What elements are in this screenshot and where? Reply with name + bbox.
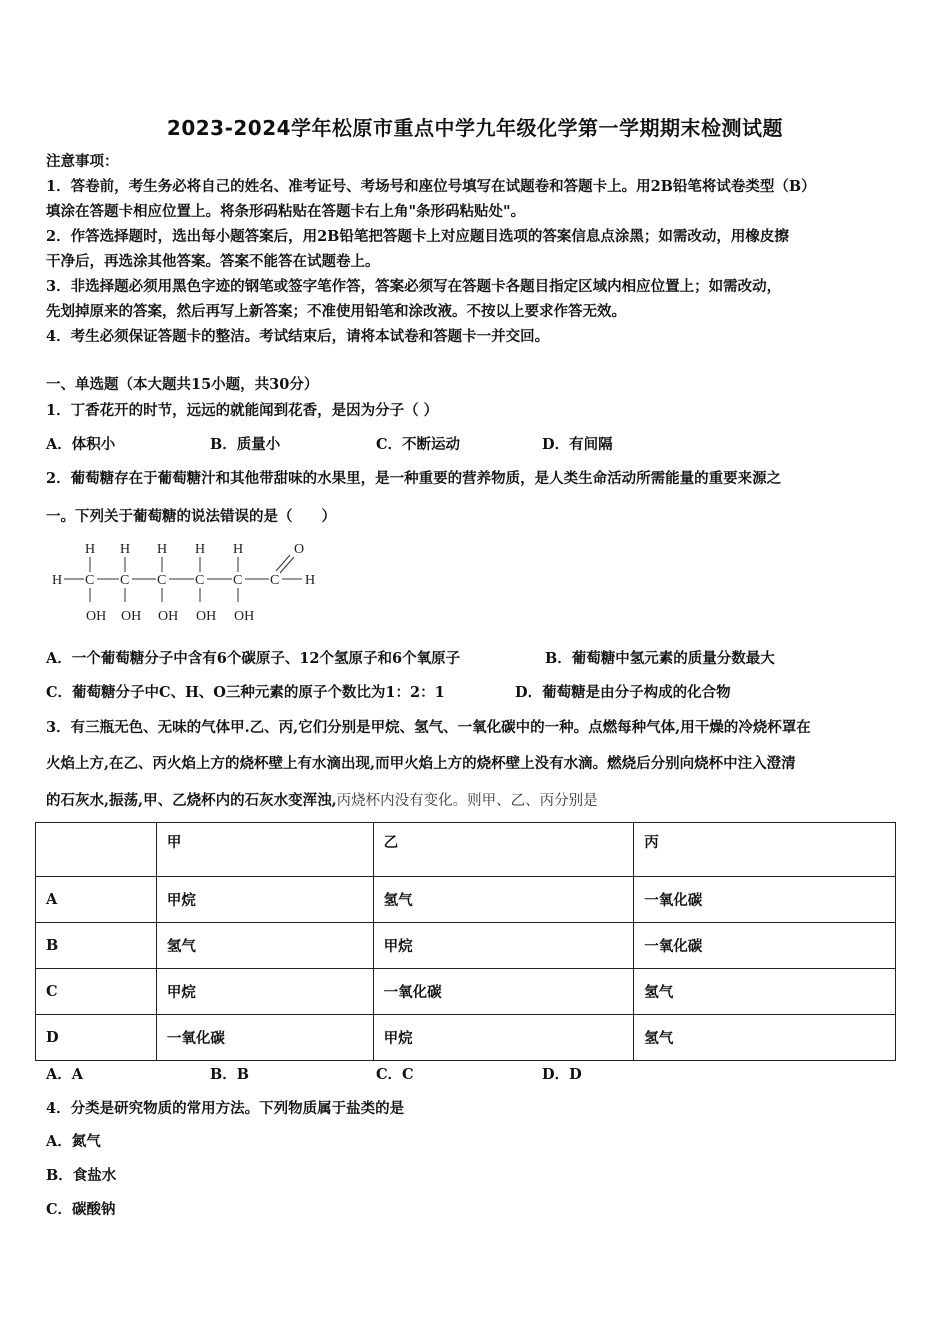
structure-oh: OH — [86, 609, 107, 624]
q2-option-d: D．葡萄糖是由分子构成的化合物 — [515, 684, 731, 701]
table-cell: B — [36, 923, 157, 969]
structure-carbon: C — [85, 573, 95, 588]
table-row — [36, 923, 896, 969]
table-row — [36, 1015, 896, 1061]
table-row — [36, 877, 896, 923]
structure-oh: OH — [196, 609, 217, 624]
notice-heading: 注意事项： — [46, 153, 119, 170]
table-cell: 氢气 — [634, 1015, 896, 1061]
structure-h-left: H — [52, 573, 63, 588]
structure-carbon: C — [270, 573, 280, 588]
structure-carbon: C — [195, 573, 205, 588]
table-cell: 一氧化碳 — [373, 969, 634, 1015]
q2-option-c: C．葡萄糖分子中C、H、O三种元素的原子个数比为1：2：1 — [46, 684, 445, 701]
table-header-row — [36, 823, 896, 877]
structure-carbon: C — [120, 573, 130, 588]
table-row — [36, 969, 896, 1015]
structure-h-top: H — [85, 542, 96, 557]
q4-option-c: C．碳酸钠 — [46, 1201, 116, 1218]
structure-oh: OH — [121, 609, 142, 624]
q1-option-d: D．有间隔 — [542, 436, 613, 453]
table-cell: 氢气 — [634, 969, 896, 1015]
q3-stem-line3-bold: 的石灰水,振荡,甲、乙烧杯内的石灰水变浑浊, — [46, 792, 337, 809]
structure-h-right: H — [305, 573, 316, 588]
table-cell: 甲烷 — [373, 1015, 634, 1061]
notice-line: 1．答卷前，考生务必将自己的姓名、准考证号、考场号和座位号填写在试题卷和答题卡上。用2B铅笔将试卷类型（B） — [46, 178, 816, 195]
table-cell: 一氧化碳 — [634, 877, 896, 923]
q3-option-c: C．C — [376, 1066, 414, 1083]
q1-option-b: B．质量小 — [210, 436, 281, 453]
q1-option-a: A．体积小 — [46, 436, 116, 453]
q1-option-c: C．不断运动 — [376, 436, 461, 453]
q3-stem-line3-normal: 丙烧杯内没有变化。则甲、乙、丙分别是 — [336, 793, 598, 809]
structure-h-top: H — [120, 542, 131, 557]
structure-h-top: H — [195, 542, 206, 557]
table-cell: 氢气 — [373, 877, 634, 923]
notice-line: 2．作答选择题时，选出每小题答案后，用2B铅笔把答题卡上对应题目选项的答案信息点涂黑；如需改动，用橡皮擦 — [46, 228, 789, 245]
q2-stem-line1: 2．葡萄糖存在于葡萄糖汁和其他带甜味的水果里，是一种重要的营养物质，是人类生命活动所需能量的重要来源之 — [46, 470, 782, 487]
table-cell: C — [36, 969, 157, 1015]
q3-option-a: A．A — [46, 1066, 84, 1083]
q2-option-b: B．葡萄糖中氢元素的质量分数最大 — [545, 650, 775, 667]
q2-option-a: A．一个葡萄糖分子中含有6个碳原子、12个氢原子和6个氧原子 — [46, 650, 461, 667]
table-cell: 甲烷 — [156, 877, 373, 923]
table-cell: 一氧化碳 — [156, 1015, 373, 1061]
q3-answer-table — [35, 822, 896, 1061]
table-cell: D — [36, 1015, 157, 1061]
notice-line: 4．考生必须保证答题卡的整洁。考试结束后，请将本试卷和答题卡一并交回。 — [46, 328, 550, 345]
q3-option-d: D．D — [542, 1066, 582, 1083]
structure-carbon: C — [233, 573, 243, 588]
q4-option-b: B．食盐水 — [46, 1167, 117, 1184]
q3-option-b: B．B — [210, 1066, 250, 1083]
table-header-cell: 甲 — [156, 823, 373, 877]
table-header-cell: 乙 — [373, 823, 634, 877]
structure-h-top: H — [157, 542, 168, 557]
table-cell: 甲烷 — [156, 969, 373, 1015]
q3-stem-line3 — [46, 791, 598, 811]
q2-stem-line2: 一。下列关于葡萄糖的说法错误的是（ ） — [46, 508, 336, 525]
q4-stem: 4．分类是研究物质的常用方法。下列物质属于盐类的是 — [46, 1100, 405, 1117]
structure-oh: OH — [158, 609, 179, 624]
table-cell: 一氧化碳 — [634, 923, 896, 969]
notice-line: 填涂在答题卡相应位置上。将条形码粘贴在答题卡右上角"条形码粘贴处"。 — [46, 203, 526, 220]
section-heading: 一、单选题（本大题共15小题，共30分） — [46, 376, 319, 393]
structure-oxygen: O — [294, 542, 305, 557]
table-header-cell: 丙 — [634, 823, 896, 877]
structure-oh: OH — [234, 609, 255, 624]
table-header-cell — [36, 823, 157, 877]
glucose-structure-diagram — [50, 536, 330, 628]
q1-stem: 1．丁香花开的时节，远远的就能闻到花香，是因为分子（ ） — [46, 402, 439, 419]
notice-line: 干净后，再选涂其他答案。答案不能答在试题卷上。 — [46, 253, 380, 270]
page-title: 2023-2024学年松原市重点中学九年级化学第一学期期末检测试题 — [166, 116, 784, 140]
notice-line: 3．非选择题必须用黑色字迹的钢笔或签字笔作答，答案必须写在答题卡各题目指定区域内相应位置上；如需改动， — [46, 278, 782, 295]
notice-line: 先划掉原来的答案，然后再写上新答案；不准使用铅笔和涂改液。不按以上要求作答无效。 — [46, 303, 626, 320]
table-cell: 甲烷 — [373, 923, 634, 969]
table-cell: 氢气 — [156, 923, 373, 969]
q3-stem-line1: 3．有三瓶无色、无味的气体甲.乙、丙,它们分别是甲烷、氢气、一氧化碳中的一种。点燃每种气体,用干燥的冷烧杯罩在 — [46, 719, 811, 736]
q3-stem-line2: 火焰上方,在乙、丙火焰上方的烧杯壁上有水滴出现,而甲火焰上方的烧杯壁上没有水滴。燃烧后分别向烧杯中注入澄清 — [46, 755, 796, 772]
table-cell: A — [36, 877, 157, 923]
structure-carbon: C — [157, 573, 167, 588]
structure-h-top: H — [233, 542, 244, 557]
q4-option-a: A．氮气 — [46, 1133, 101, 1150]
